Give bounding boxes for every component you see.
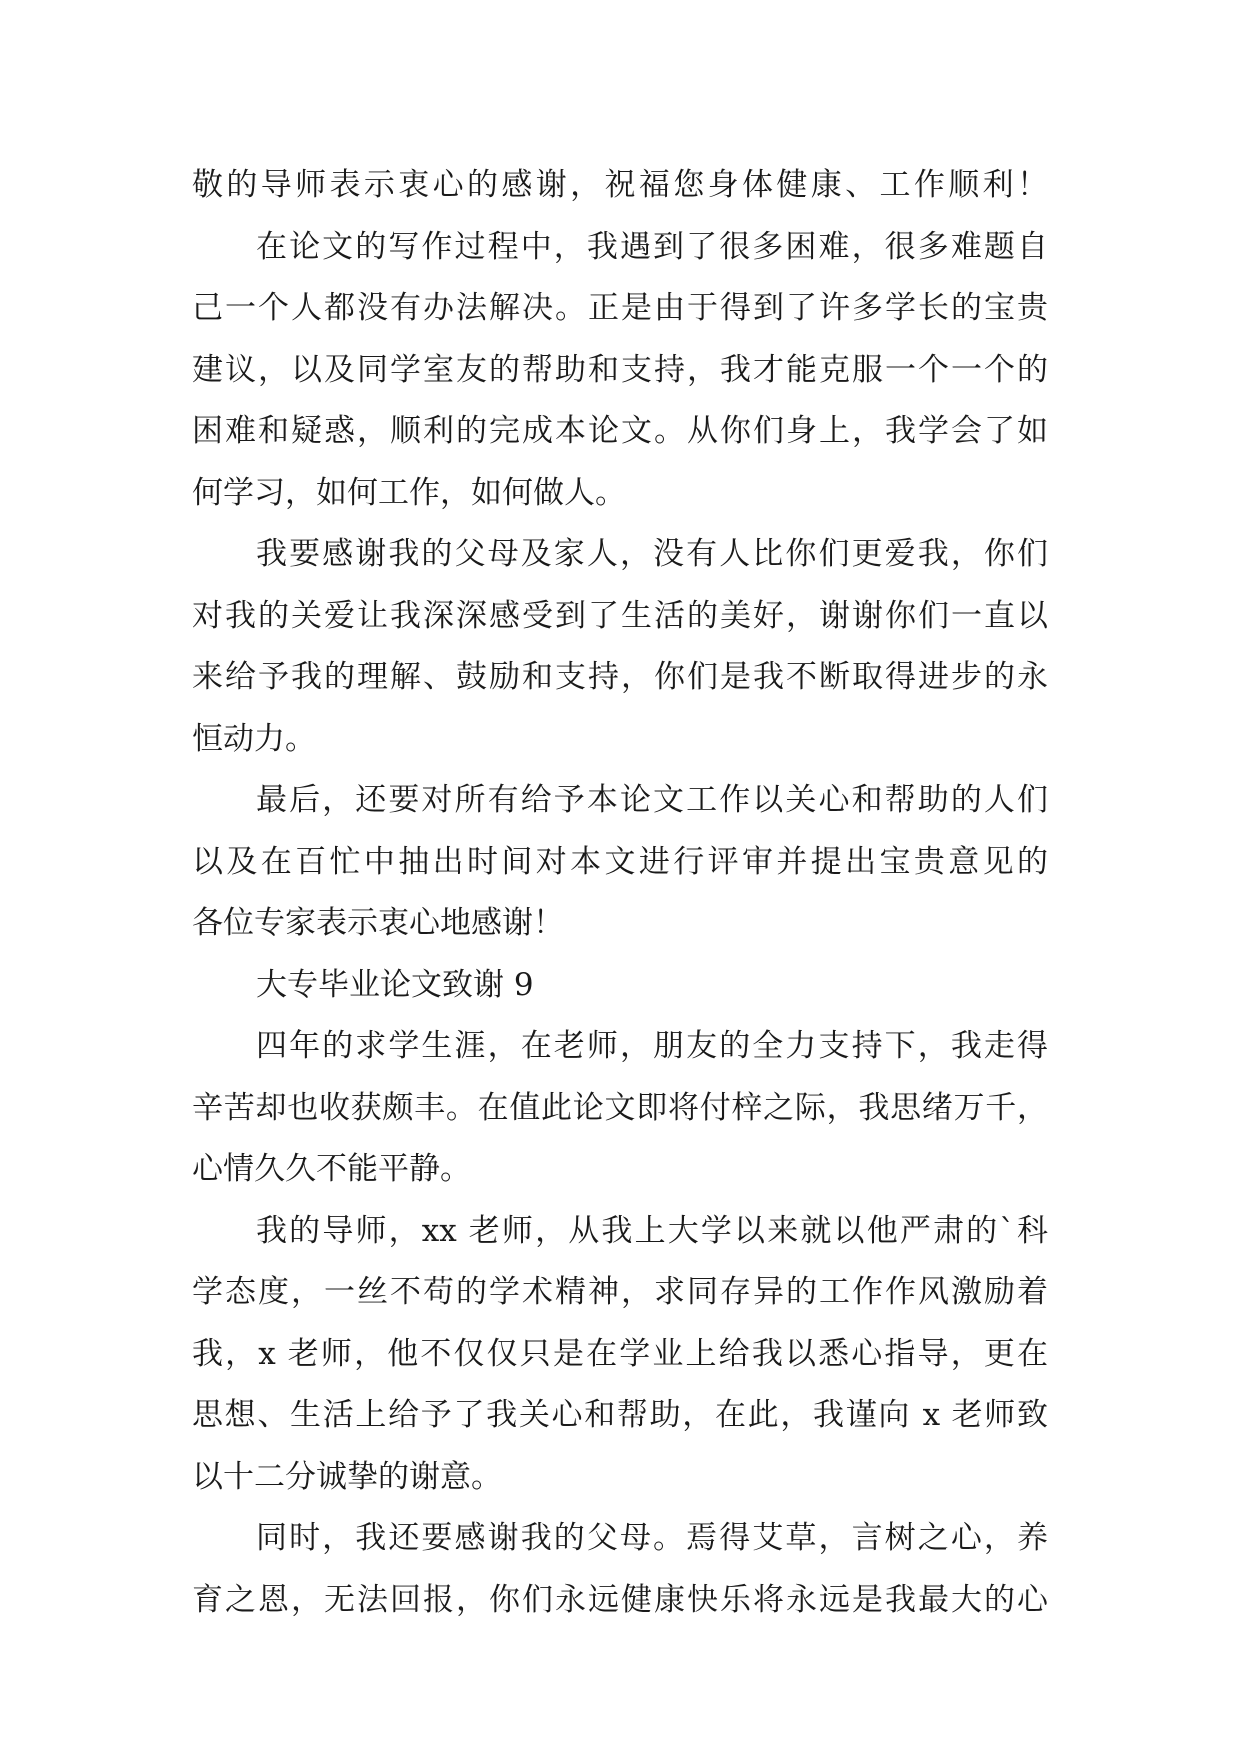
paragraph-first-line: 我要感谢我的父母及家人，没有人比你们更爱我，你们 xyxy=(256,536,1048,572)
text-line: 敬的导师表示衷心的感谢，祝福您身体健康、工作顺利！ xyxy=(192,167,1048,203)
paragraph-last-line: 各位专家表示衷心地感谢！ xyxy=(192,905,564,941)
text-line: 我，x 老师，他不仅仅只是在学业上给我以悉心指导，更在 xyxy=(192,1335,1048,1372)
body-text xyxy=(192,155,1048,1631)
text-line: 建议，以及同学室友的帮助和支持，我才能克服一个一个的 xyxy=(192,351,1048,388)
paragraph-last-line: 以十二分诚挚的谢意。 xyxy=(192,1458,502,1495)
text-line: 困难和疑惑，顺利的完成本论文。从你们身上，我学会了如 xyxy=(192,413,1048,449)
paragraph-last-line: 恒动力。 xyxy=(192,720,316,757)
paragraph-first-line: 在论文的写作过程中，我遇到了很多困难，很多难题自 xyxy=(256,228,1048,265)
text-line: 思想、生活上给予了我关心和帮助，在此，我谨向 x 老师致 xyxy=(192,1397,1048,1433)
paragraph-first-line: 同时，我还要感谢我的父母。焉得艾草，言树之心，养 xyxy=(256,1520,1048,1556)
text-line: 辛苦却也收获颇丰。在值此论文即将付梓之际，我思绪万千， xyxy=(192,1089,1048,1126)
paragraph-first-line: 最后，还要对所有给予本论文工作以关心和帮助的人们 xyxy=(256,782,1048,818)
paragraph-first-line: 我的导师，xx 老师，从我上大学以来就以他严肃的`科 xyxy=(256,1212,1048,1249)
paragraph-first-line: 四年的求学生涯，在老师，朋友的全力支持下，我走得 xyxy=(256,1028,1048,1064)
text-line: 己一个人都没有办法解决。正是由于得到了许多学长的宝贵 xyxy=(192,290,1048,326)
text-line: 对我的关爱让我深深感受到了生活的美好，谢谢你们一直以 xyxy=(192,597,1048,634)
paragraph-last-line: 心情久久不能平静。 xyxy=(192,1151,471,1187)
text-line: 育之恩，无法回报，你们永远健康快乐将永远是我最大的心 xyxy=(192,1581,1048,1618)
text-line: 以及在百忙中抽出时间对本文进行评审并提出宝贵意见的 xyxy=(192,843,1048,880)
section-heading: 大专毕业论文致谢 9 xyxy=(256,966,534,1003)
paragraph-last-line: 何学习，如何工作，如何做人。 xyxy=(192,474,626,511)
text-line: 学态度，一丝不苟的学术精神，求同存异的工作作风激励着 xyxy=(192,1274,1048,1310)
text-line: 来给予我的理解、鼓励和支持，你们是我不断取得进步的永 xyxy=(192,659,1048,695)
